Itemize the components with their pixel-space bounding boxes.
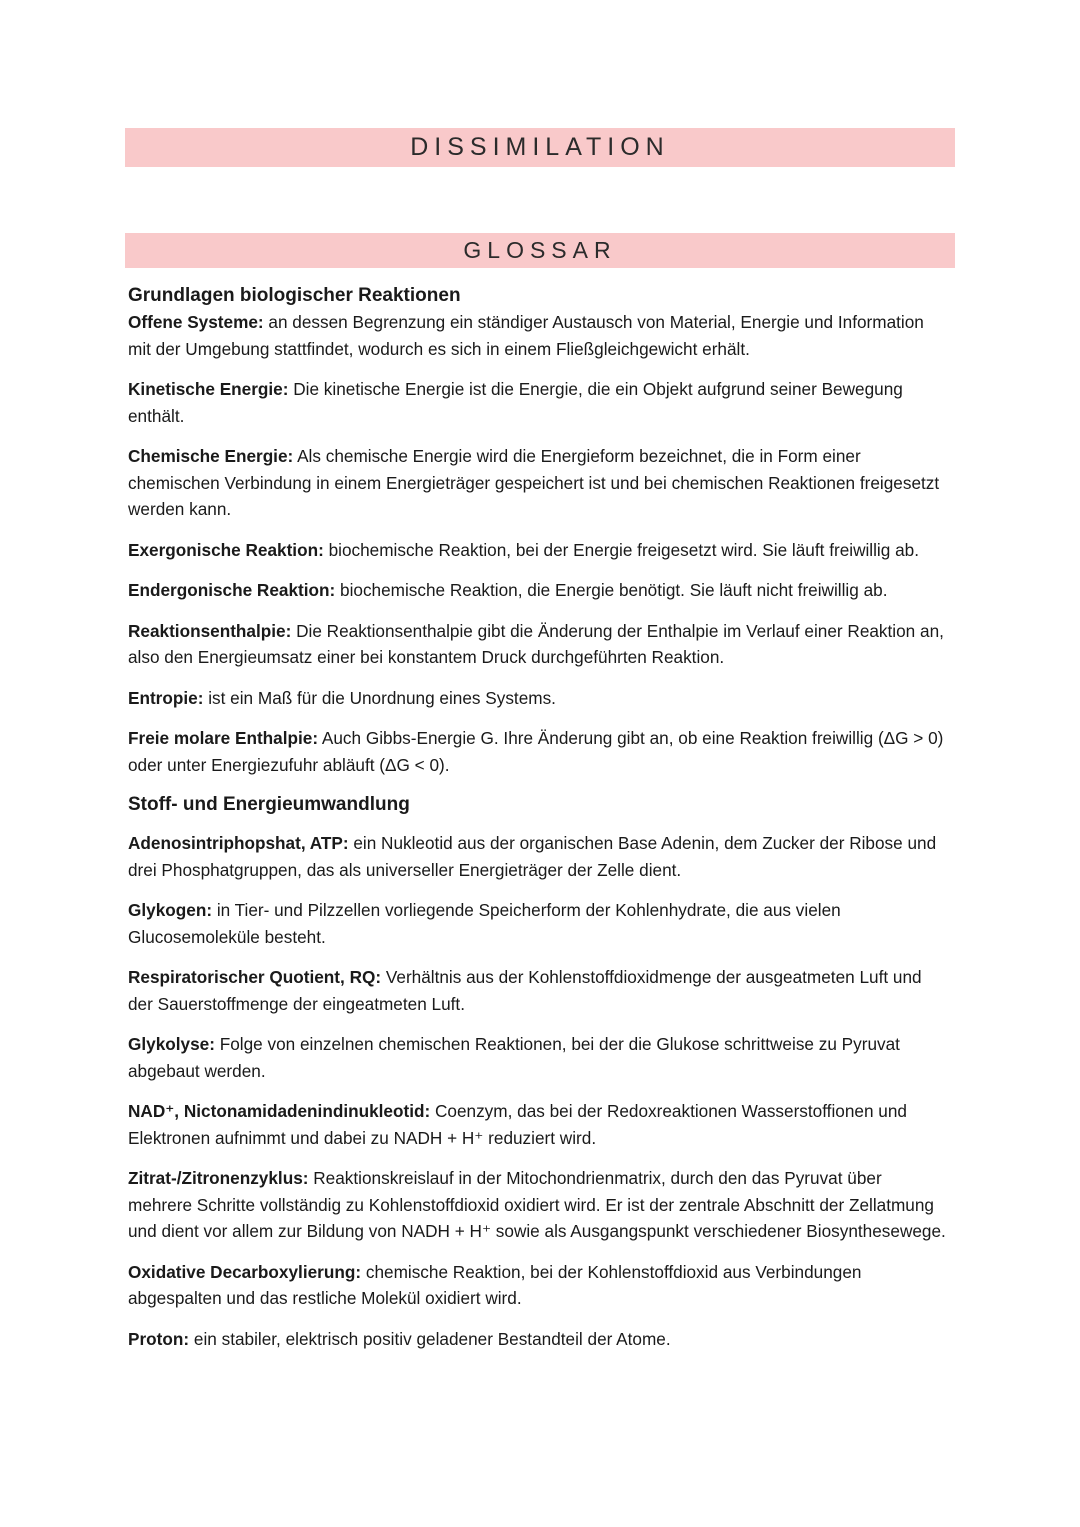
entry-definition: Die kinetische Energie ist die Energie, die ein Objekt aufgrund seiner Bewegung enthält. xyxy=(128,379,903,426)
entry-term: Oxidative Decarboxylierung: xyxy=(128,1261,362,1282)
entry-definition: Reaktionskreislauf in der Mitochondrienmatrix, durch den das Pyruvat über mehrere Schritte vollständig zu Kohlenstoffdioxid oxidiert wird. Er ist der zentrale Abschnitt der Zellatmung und dient vor allem zur Bildung von NADH + H⁺ sowie als Ausgangspunkt verschiedener Biosynthesewege. xyxy=(128,1168,946,1241)
glossary-entry xyxy=(128,309,948,362)
entry-term: Exergonische Reaktion: xyxy=(128,539,324,560)
section-heading: Grundlagen biologischer Reaktionen xyxy=(128,285,461,306)
entry-term: Glykogen: xyxy=(128,900,213,920)
entry-definition: an dessen Begrenzung ein ständiger Austausch von Material, Energie und Information mit der Umgebung stattfindet, wodurch es sich in einem Fließgleichgewicht erhält. xyxy=(128,312,924,359)
entry-term: Freie molare Enthalpie: xyxy=(128,728,319,748)
glossary-entry xyxy=(128,1165,948,1245)
glossary-entry xyxy=(128,1031,948,1084)
glossary-entry xyxy=(128,537,948,564)
entry-term: Proton: xyxy=(128,1328,190,1349)
entry-term: Kinetische Energie: xyxy=(128,379,289,399)
entry-term: Chemische Energie: xyxy=(128,446,294,466)
entry-term: Reaktionsenthalpie: xyxy=(128,620,292,641)
entry-term: Adenosintriphopshat, ATP: xyxy=(128,833,349,853)
entry-definition: in Tier- und Pilzzellen vorliegende Speicherform der Kohlenhydrate, die aus vielen Glucosemoleküle besteht. xyxy=(128,900,841,947)
glossary-entry xyxy=(128,725,948,778)
glossary-heading: GLOSSAR xyxy=(125,233,955,268)
glossary-entry xyxy=(128,897,948,950)
entry-definition: ist ein Maß für die Unordnung eines Systems. xyxy=(203,687,556,708)
entry-definition: ein Nukleotid aus der organischen Base Adenin, dem Zucker der Ribose und drei Phosphatgruppen, das als universeller Energieträger der Zelle dient. xyxy=(128,833,937,880)
entry-definition: Coenzym, das bei der Redoxreaktionen Wasserstoffionen und Elektronen aufnimmt und dabei zu NADH + H⁺ reduziert wird. xyxy=(128,1101,907,1148)
entry-term: Glykolyse: xyxy=(128,1034,215,1054)
entry-definition: Verhältnis aus der Kohlenstoffdioxidmenge der ausgeatmeten Luft und der Sauerstoffmenge der eingeatmeten Luft. xyxy=(128,967,922,1014)
entry-term: Entropie: xyxy=(128,687,204,708)
glossary-entry xyxy=(128,1326,948,1353)
entry-definition: Auch Gibbs-Energie G. Ihre Änderung gibt an, ob eine Reaktion freiwillig (ΔG > 0) oder unter Energiezufuhr abläuft (ΔG < 0). xyxy=(128,728,944,775)
entry-definition: biochemische Reaktion, bei der Energie freigesetzt wird. Sie läuft freiwillig ab. xyxy=(323,539,919,560)
glossary-entry xyxy=(128,1259,948,1312)
glossary-entry xyxy=(128,685,948,712)
entry-definition: Die Reaktionsenthalpie gibt die Änderung der Enthalpie im Verlauf einer Reaktion an, also den Energieumsatz einer bei konstantem Druck durchgeführten Reaktion. xyxy=(128,620,944,667)
glossary-entry xyxy=(128,964,948,1017)
entry-definition: Als chemische Energie wird die Energieform bezeichnet, die in Form einer chemischen Verbindung in einem Energieträger gespeichert ist und bei chemischen Reaktionen freigesetzt werden kann. xyxy=(128,446,940,519)
glossary-entry xyxy=(128,830,948,883)
glossary-entry xyxy=(128,577,948,604)
entry-term: NAD⁺, Nictonamidadenindinukleotid: xyxy=(128,1101,431,1121)
glossary-entry xyxy=(128,376,948,429)
entry-definition: ein stabiler, elektrisch positiv geladener Bestandteil der Atome. xyxy=(189,1328,671,1349)
glossary-entry xyxy=(128,443,948,523)
glossary-entry xyxy=(128,1098,948,1151)
section-heading: Stoff- und Energieumwandlung xyxy=(128,794,410,815)
entry-term: Offene Systeme: xyxy=(128,312,264,332)
entry-definition: chemische Reaktion, bei der Kohlenstoffdioxid aus Verbindungen abgespalten und das restliche Molekül oxidiert wird. xyxy=(128,1261,862,1308)
entry-term: Zitrat-/Zitronenzyklus: xyxy=(128,1168,309,1188)
glossary-content xyxy=(128,283,948,1366)
document-title: DISSIMILATION xyxy=(125,128,955,167)
entry-definition: Folge von einzelnen chemischen Reaktionen, bei der die Glukose schrittweise zu Pyruvat abgebaut werden. xyxy=(128,1034,900,1081)
glossary-entry xyxy=(128,618,948,671)
entry-definition: biochemische Reaktion, die Energie benötigt. Sie läuft nicht freiwillig ab. xyxy=(335,580,888,600)
entry-term: Endergonische Reaktion: xyxy=(128,580,336,600)
entry-term: Respiratorischer Quotient, RQ: xyxy=(128,967,382,987)
